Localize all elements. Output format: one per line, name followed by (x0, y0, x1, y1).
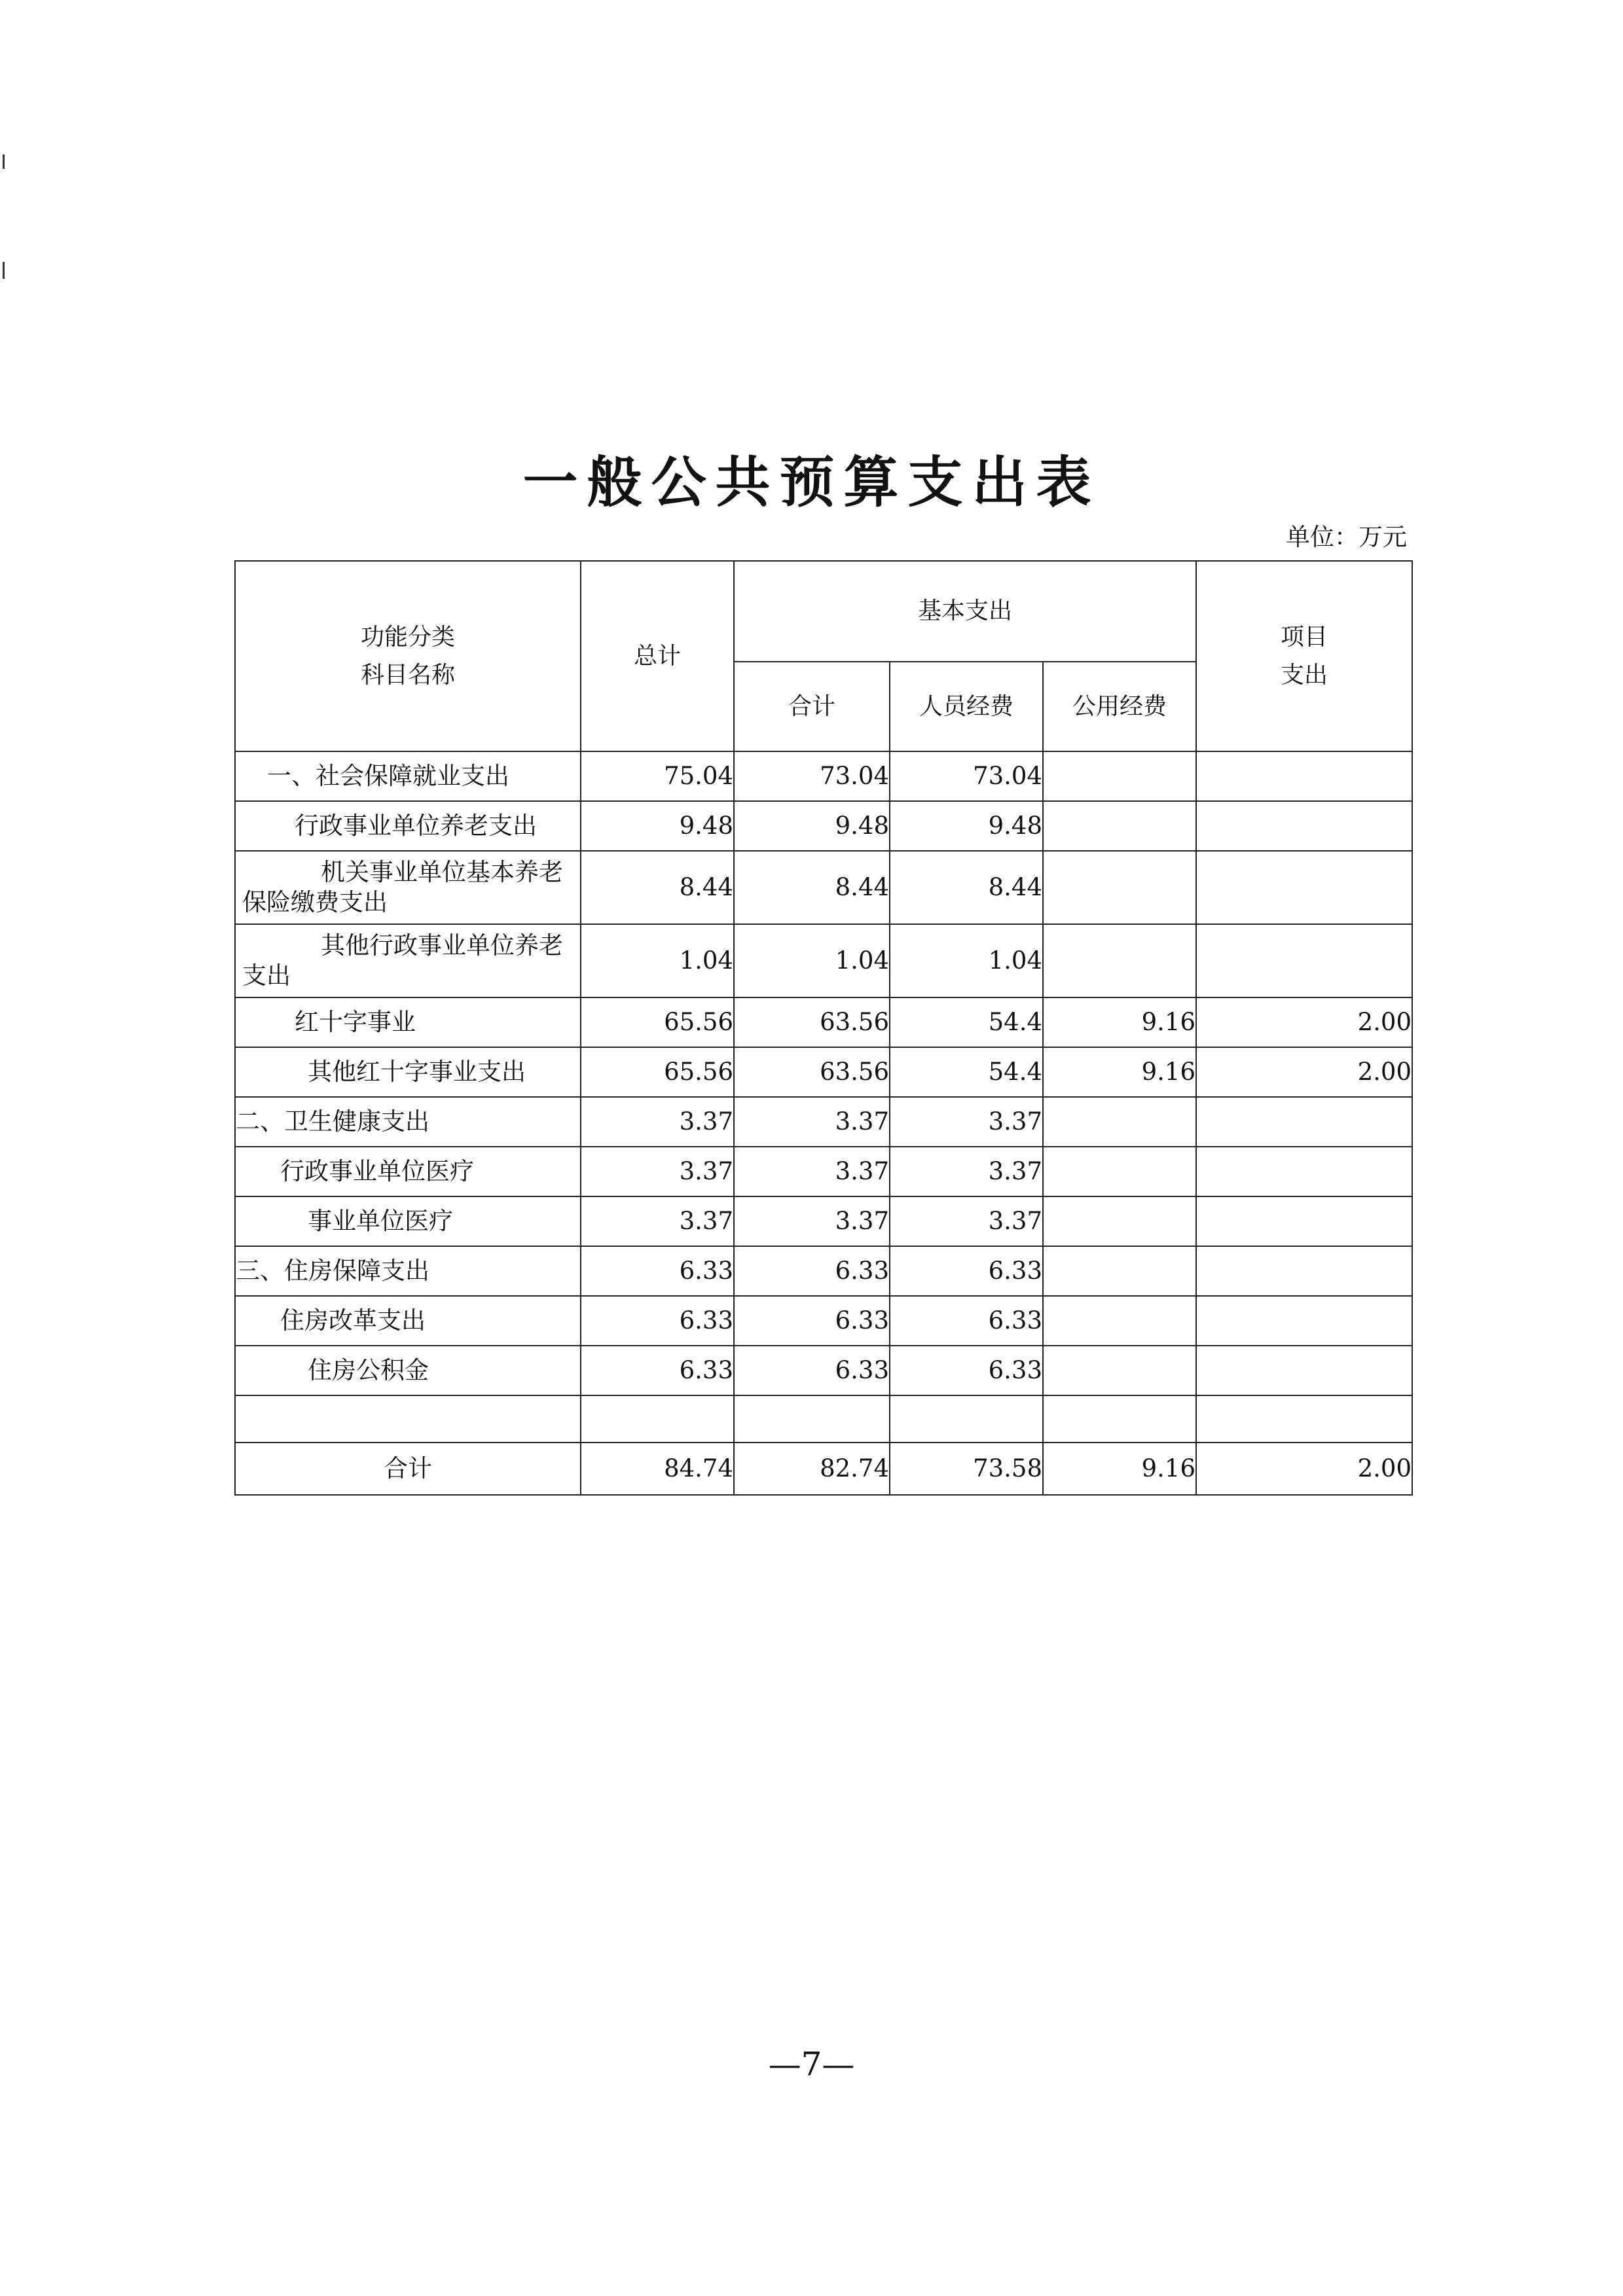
cell-personnel: 73.04 (890, 751, 1043, 801)
row-name: 住房改革支出 (235, 1296, 581, 1346)
page-title: 一般公共预算支出表 (522, 450, 1101, 514)
cell-personnel: 9.48 (890, 801, 1043, 851)
cell-basic-sum: 8.44 (734, 851, 890, 924)
cell-project (1196, 1196, 1412, 1246)
header-func-line2: 科目名称 (360, 661, 455, 689)
cell-project: 2.00 (1196, 997, 1412, 1047)
cell-basic-sum: 73.04 (734, 751, 890, 801)
cell-public (1043, 801, 1196, 851)
row-name: 行政事业单位养老支出 (235, 801, 581, 851)
cell-project: 2.00 (1196, 1047, 1412, 1097)
header-public: 公用经费 (1043, 662, 1196, 751)
row-name: 二、卫生健康支出 (235, 1097, 581, 1147)
cell-basic-sum: 3.37 (734, 1196, 890, 1246)
total-label: 合计 (235, 1443, 581, 1495)
total-basic-sum: 82.74 (734, 1443, 890, 1495)
row-name: 红十字事业 (235, 997, 581, 1047)
total-row (235, 1443, 1412, 1495)
cell-basic-sum: 3.37 (734, 1097, 890, 1147)
table-row (235, 851, 1412, 924)
empty-cell (581, 1395, 734, 1443)
cell-total: 6.33 (581, 1246, 734, 1296)
cell-project (1196, 1346, 1412, 1395)
cell-total: 3.37 (581, 1147, 734, 1196)
cell-basic-sum: 6.33 (734, 1346, 890, 1395)
unit-label: 单位：万元 (1286, 523, 1407, 551)
cell-public (1043, 1196, 1196, 1246)
cell-project (1196, 924, 1412, 997)
table-row (235, 1097, 1412, 1147)
row-name: 一、社会保障就业支出 (235, 751, 581, 801)
cell-project (1196, 801, 1412, 851)
total-total: 84.74 (581, 1443, 734, 1495)
cell-project (1196, 851, 1412, 924)
cell-total: 8.44 (581, 851, 734, 924)
empty-cell (890, 1395, 1043, 1443)
cell-basic-sum: 9.48 (734, 801, 890, 851)
scan-mark-bottom (3, 262, 5, 279)
cell-total: 1.04 (581, 924, 734, 997)
cell-basic-sum: 6.33 (734, 1296, 890, 1346)
cell-basic-sum: 1.04 (734, 924, 890, 997)
cell-total: 65.56 (581, 997, 734, 1047)
table-row (235, 801, 1412, 851)
cell-personnel: 6.33 (890, 1246, 1043, 1296)
budget-table (234, 560, 1413, 1496)
empty-cell (734, 1395, 890, 1443)
table-row (235, 1047, 1412, 1097)
cell-public (1043, 1246, 1196, 1296)
cell-project (1196, 1147, 1412, 1196)
cell-project (1196, 1097, 1412, 1147)
cell-personnel: 54.4 (890, 1047, 1043, 1097)
cell-total: 6.33 (581, 1296, 734, 1346)
row-name: 其他红十字事业支出 (235, 1047, 581, 1097)
table-row (235, 1147, 1412, 1196)
empty-cell (1196, 1395, 1412, 1443)
table-row (235, 1346, 1412, 1395)
cell-basic-sum: 63.56 (734, 997, 890, 1047)
total-personnel: 73.58 (890, 1443, 1043, 1495)
cell-total: 3.37 (581, 1097, 734, 1147)
cell-basic-sum: 63.56 (734, 1047, 890, 1097)
row-name: 住房公积金 (235, 1346, 581, 1395)
cell-personnel: 8.44 (890, 851, 1043, 924)
scan-mark-top (3, 154, 5, 169)
row-name: 行政事业单位医疗 (235, 1147, 581, 1196)
row-name: 其他行政事业单位养老支出 (235, 924, 581, 997)
cell-project (1196, 1296, 1412, 1346)
row-name: 机关事业单位基本养老保险缴费支出 (235, 851, 581, 924)
header-basic: 基本支出 (734, 561, 1196, 662)
table-row (235, 997, 1412, 1047)
cell-total: 9.48 (581, 801, 734, 851)
cell-personnel: 3.37 (890, 1196, 1043, 1246)
header-func-category (235, 561, 581, 751)
empty-cell (1043, 1395, 1196, 1443)
table-row (235, 751, 1412, 801)
table-row (235, 1196, 1412, 1246)
cell-project (1196, 751, 1412, 801)
cell-personnel: 54.4 (890, 997, 1043, 1047)
header-func-line1: 功能分类 (360, 623, 455, 651)
page-number: —7— (768, 2045, 855, 2083)
cell-personnel: 1.04 (890, 924, 1043, 997)
cell-personnel: 6.33 (890, 1296, 1043, 1346)
cell-personnel: 3.37 (890, 1147, 1043, 1196)
header-project-line1: 项目 (1280, 623, 1328, 651)
cell-public (1043, 1097, 1196, 1147)
cell-total: 65.56 (581, 1047, 734, 1097)
cell-total: 6.33 (581, 1346, 734, 1395)
header-project-line2: 支出 (1280, 661, 1328, 689)
cell-public (1043, 1346, 1196, 1395)
cell-total: 75.04 (581, 751, 734, 801)
total-public: 9.16 (1043, 1443, 1196, 1495)
cell-public (1043, 751, 1196, 801)
cell-public (1043, 1147, 1196, 1196)
row-name: 事业单位医疗 (235, 1196, 581, 1246)
total-project: 2.00 (1196, 1443, 1412, 1495)
table-row (235, 924, 1412, 997)
cell-public (1043, 924, 1196, 997)
empty-row (235, 1395, 1412, 1443)
table-row (235, 1246, 1412, 1296)
header-project (1196, 561, 1412, 751)
header-row-1 (235, 561, 1412, 662)
header-personnel: 人员经费 (890, 662, 1043, 751)
cell-personnel: 6.33 (890, 1346, 1043, 1395)
cell-public: 9.16 (1043, 1047, 1196, 1097)
row-name: 三、住房保障支出 (235, 1246, 581, 1296)
cell-public (1043, 851, 1196, 924)
header-basic-sum: 合计 (734, 662, 890, 751)
cell-public (1043, 1296, 1196, 1346)
cell-total: 3.37 (581, 1196, 734, 1246)
cell-public: 9.16 (1043, 997, 1196, 1047)
cell-basic-sum: 3.37 (734, 1147, 890, 1196)
cell-project (1196, 1246, 1412, 1296)
empty-cell (235, 1395, 581, 1443)
cell-basic-sum: 6.33 (734, 1246, 890, 1296)
table-row (235, 1296, 1412, 1346)
cell-personnel: 3.37 (890, 1097, 1043, 1147)
header-total: 总计 (581, 561, 734, 751)
